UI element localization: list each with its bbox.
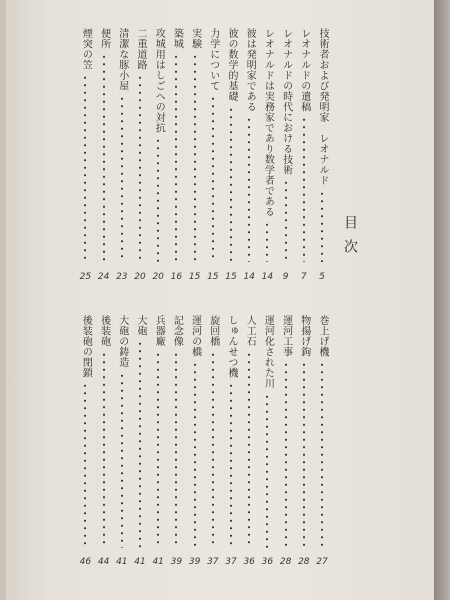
toc-page-number: 36 bbox=[261, 557, 274, 567]
toc-page-number: 5 bbox=[319, 272, 325, 282]
toc-entry-title: 便所 bbox=[98, 28, 110, 49]
toc-page-number: 28 bbox=[279, 557, 292, 567]
toc-entry-title: 物揚げ鉤 bbox=[298, 315, 310, 357]
toc-leader-dots bbox=[285, 179, 287, 262]
toc-entry-title: 後装砲 bbox=[98, 315, 110, 347]
toc-page-number: 44 bbox=[97, 557, 110, 567]
toc-entry-title: 運河工事 bbox=[280, 315, 292, 357]
toc-leader-dots bbox=[266, 221, 268, 262]
toc-entry-title: 二重道路 bbox=[135, 28, 146, 70]
toc-leader-dots bbox=[321, 190, 323, 263]
book-page bbox=[6, 0, 434, 600]
toc-leader-dots bbox=[212, 351, 214, 549]
toc-entry-title: 記念像 bbox=[171, 315, 183, 347]
toc-page-number: 37 bbox=[207, 557, 219, 567]
page-edge bbox=[434, 0, 450, 600]
toc-page-number: 37 bbox=[225, 557, 237, 567]
toc-leader-dots bbox=[321, 361, 323, 548]
toc-leader-dots bbox=[248, 351, 250, 549]
toc-page-number: 36 bbox=[243, 557, 255, 567]
toc-leader-dots bbox=[157, 351, 159, 549]
toc-leader-dots bbox=[194, 361, 196, 548]
toc-page-number: 9 bbox=[282, 272, 289, 282]
toc-page-number: 14 bbox=[243, 272, 255, 282]
toc-leader-dots bbox=[84, 382, 86, 548]
toc-leader-dots bbox=[139, 340, 141, 548]
toc-entry-title: 後装砲の閉鎖 bbox=[80, 315, 92, 378]
toc-leader-dots bbox=[285, 361, 287, 548]
toc-page-number: 15 bbox=[225, 272, 237, 282]
toc-page-number: 14 bbox=[261, 272, 274, 282]
toc-entry-title: しゅんせつ機 bbox=[226, 315, 237, 378]
toc-entry-title: 煙突の笠 bbox=[80, 28, 92, 70]
toc-page-number: 20 bbox=[134, 272, 146, 282]
toc-leader-dots bbox=[121, 95, 123, 262]
toc-leader-dots bbox=[248, 116, 250, 262]
toc-leader-dots bbox=[303, 361, 305, 548]
toc-leader-dots bbox=[121, 372, 123, 549]
toc-page-number: 23 bbox=[116, 272, 128, 282]
toc-leader-dots bbox=[103, 53, 105, 262]
toc-entry-title: レオナルドの遺稿 bbox=[298, 28, 310, 112]
toc-entry-title: 清潔な豚小屋 bbox=[116, 28, 128, 91]
toc-entry-title: 人工石 bbox=[244, 315, 256, 347]
toc-entry-title: 彼の数学的基礎 bbox=[226, 28, 237, 102]
toc-entry-title: 力学について bbox=[207, 28, 219, 91]
toc-entry-title: 彼は発明家である bbox=[244, 28, 256, 112]
toc-leader-dots bbox=[139, 74, 141, 262]
toc-entry-title: 兵器廠 bbox=[153, 315, 165, 347]
toc-entry-title: レオナルドは実務家であり数学者である bbox=[262, 28, 274, 217]
toc-leader-dots bbox=[157, 137, 159, 262]
toc-page-number: 24 bbox=[97, 272, 110, 282]
toc-page-number: 15 bbox=[188, 272, 201, 282]
toc-entry-title: 技術者および発明家 レオナルド bbox=[317, 28, 328, 186]
toc-leader-dots bbox=[175, 53, 177, 262]
toc-page-number: 27 bbox=[316, 557, 328, 567]
toc-entry-title: レオナルドの時代における技術 bbox=[280, 28, 292, 175]
toc-leader-dots bbox=[175, 351, 177, 549]
toc-page-number: 7 bbox=[300, 272, 307, 282]
toc-entry-title: 攻城用はしごへの対抗 bbox=[153, 28, 165, 133]
toc-page-number: 15 bbox=[207, 272, 219, 282]
toc-leader-dots bbox=[84, 74, 86, 262]
toc-page-number: 16 bbox=[170, 272, 183, 282]
toc-entry-title: 大砲の鋳造 bbox=[116, 315, 128, 368]
toc-page-number: 41 bbox=[116, 557, 128, 567]
toc-page-number: 28 bbox=[298, 557, 310, 567]
toc-page-number: 39 bbox=[170, 557, 183, 567]
toc-page-number: 39 bbox=[188, 557, 201, 567]
toc-heading: 目次 bbox=[342, 215, 358, 263]
toc-page-number: 46 bbox=[79, 557, 92, 567]
toc-entry-title: 大砲 bbox=[135, 315, 146, 336]
toc-leader-dots bbox=[194, 53, 196, 262]
toc-page-number: 25 bbox=[79, 272, 92, 282]
toc-leader-dots bbox=[212, 95, 214, 262]
toc-entry-title: 巻上げ機 bbox=[317, 315, 328, 357]
toc-leader-dots bbox=[230, 106, 232, 263]
toc-page-number: 41 bbox=[152, 557, 164, 567]
toc-entry-title: 運河化された川 bbox=[262, 315, 274, 389]
toc-entry-title: 築城 bbox=[171, 28, 183, 49]
toc-leader-dots bbox=[103, 351, 105, 549]
toc-page-number: 41 bbox=[134, 557, 146, 567]
toc-entry-title: 運河の橋 bbox=[189, 315, 201, 357]
toc-leader-dots bbox=[230, 382, 232, 548]
toc-leader-dots bbox=[266, 393, 268, 549]
toc-page-number: 20 bbox=[152, 272, 164, 282]
toc-leader-dots bbox=[303, 116, 305, 262]
toc-entry-title: 実験 bbox=[189, 28, 201, 49]
toc-entry-title: 旋回橋 bbox=[207, 315, 219, 347]
